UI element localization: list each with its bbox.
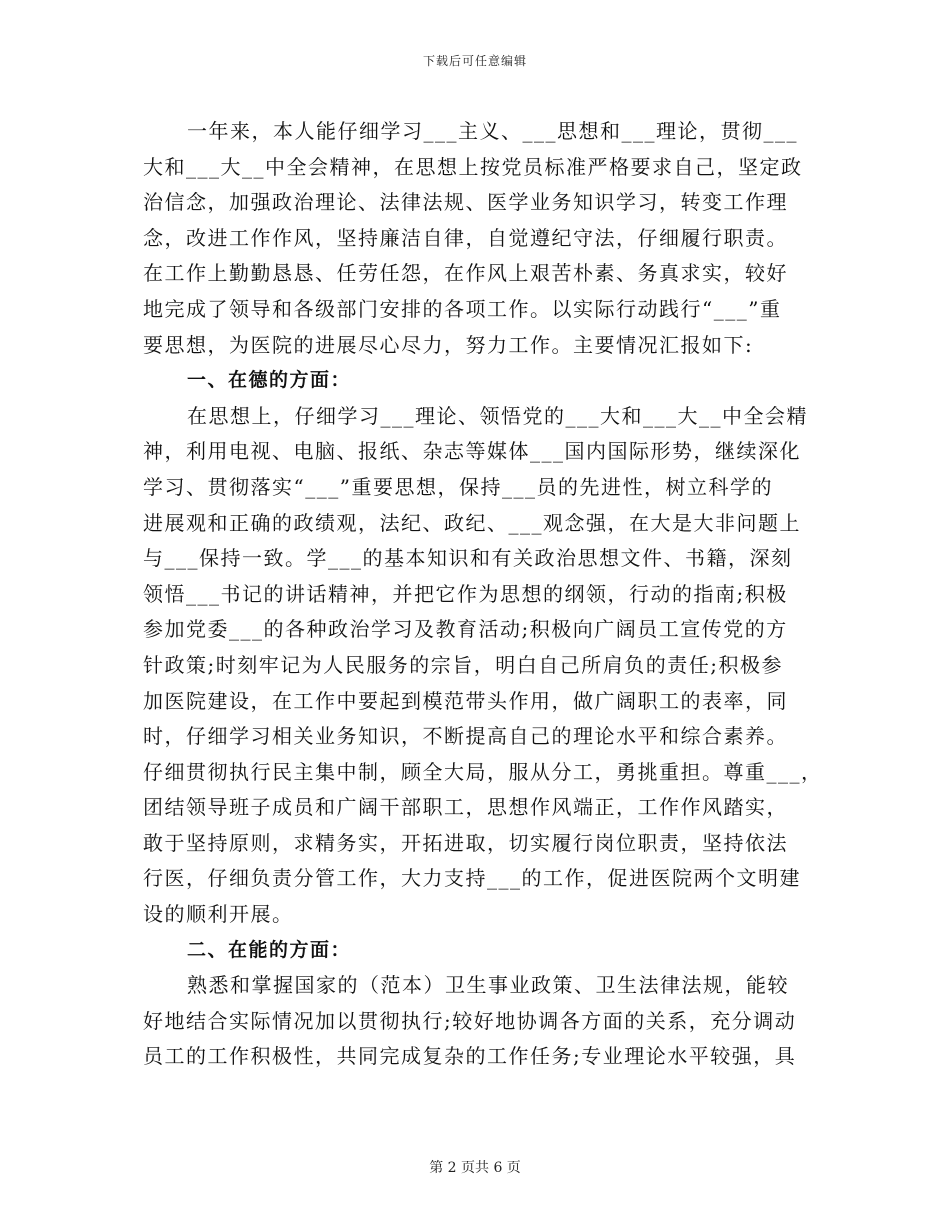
paragraph-line: 大和___大__中全会精神，在思想上按党员标准严格要求自己，坚定政 [143, 154, 803, 179]
paragraph-line: 团结领导班子成员和广阔干部职工，思想作风端正，工作作风踏实， [143, 795, 788, 820]
paragraph-line: 仔细贯彻执行民主集中制，顾全大局，服从分工，勇挑重担。尊重___， [143, 759, 823, 784]
paragraph-line: 地完成了领导和各级部门安排的各项工作。以实际行动践行“___”重 [143, 296, 782, 321]
paragraph-line: 加医院建设，在工作中要起到模范带头作用，做广阔职工的表率，同 [143, 688, 788, 713]
paragraph-line: 敢于坚持原则，求精务实，开拓进取，切实履行岗位职责，坚持依法 [143, 830, 788, 855]
paragraph-line: 学习、贯彻落实“___”重要思想，保持___员的先进性，树立科学的 [143, 474, 773, 499]
paragraph-line: 神，利用电视、电脑、报纸、杂志等媒体___国内国际形势，继续深化 [143, 439, 801, 464]
paragraph-line: 进展观和正确的政绩观，法纪、政纪、___观念强，在大是大非问题上 [143, 510, 801, 535]
paragraph-line: 一年来，本人能仔细学习___主义、___思想和___理论，贯彻___ [187, 119, 798, 143]
paragraph-line: 在工作上勤勤恳恳、任劳任怨，在作风上艰苦朴素、务真求实，较好 [143, 261, 788, 286]
paragraph-line: 时，仔细学习相关业务知识，不断提高自己的理论水平和综合素养。 [143, 724, 788, 749]
paragraph-line: 针政策;时刻牢记为人民服务的宗旨，明白自己所肩负的责任;积极参 [143, 652, 783, 677]
section-heading-virtue: 一、在德的方面： [187, 369, 352, 392]
paragraph-line: 员工的工作积极性，共同完成复杂的工作任务;专业理论水平较强，具 [143, 1044, 797, 1069]
section-heading-ability: 二、在能的方面： [187, 938, 352, 961]
paragraph-line: 领悟___书记的讲话精神，并把它作为思想的纲领，行动的指南;积极 [143, 581, 788, 606]
paragraph-line: 念，改进工作作风，坚持廉洁自律，自觉遵纪守法，仔细履行职责。 [143, 225, 788, 250]
document-body [143, 114, 823, 1075]
paragraph-line: 参加党委___的各种政治学习及教育活动;积极向广阔员工宣传党的方 [143, 617, 788, 642]
paragraph-line: 治信念，加强政治理论、法律法规、医学业务知识学习，转变工作理 [143, 190, 788, 215]
paragraph-line: 与___保持一致。学___的基本知识和有关政治思想文件、书籍，深刻 [143, 546, 793, 571]
paragraph-line: 在思想上，仔细学习___理论、领悟党的___大和___大__中全会精 [187, 403, 808, 428]
page-number: 第 2 页共 6 页 [429, 1160, 521, 1176]
paragraph-line: 熟悉和掌握国家的（范本）卫生事业政策、卫生法律法规，能较 [187, 973, 789, 998]
paragraph-line: 好地结合实际情况加以贯彻执行;较好地协调各方面的关系，充分调动 [143, 1008, 797, 1033]
paragraph-line: 行医，仔细负责分管工作，大力支持___的工作，促进医院两个文明建 [143, 866, 801, 891]
paragraph-line: 要思想，为医院的进展尽心尽力，努力工作。主要情况汇报如下: [143, 332, 754, 357]
page-header: 下载后可任意编辑 [422, 54, 527, 68]
paragraph-line: 设的顺利开展。 [143, 902, 294, 927]
